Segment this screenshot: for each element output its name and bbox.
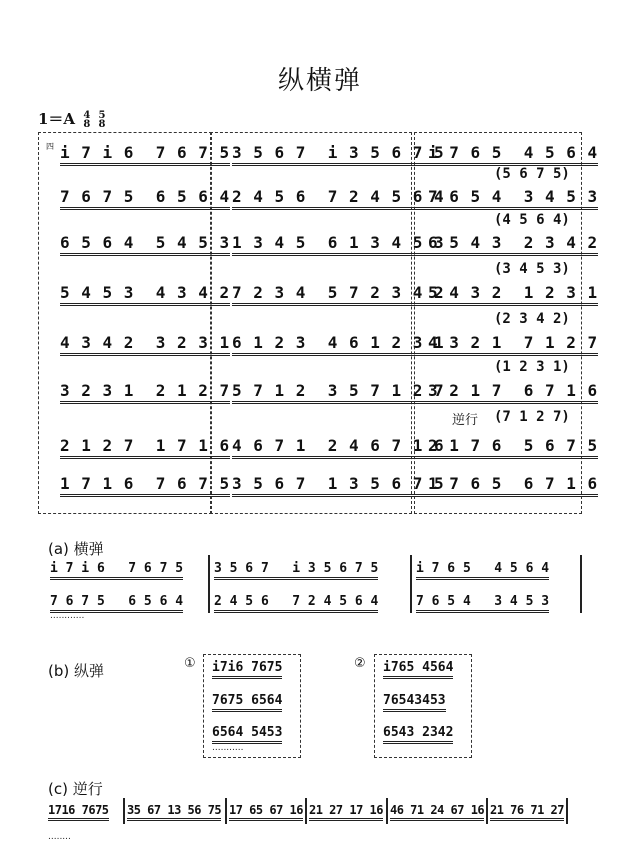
col1-row: 2 1 2 7 1 7 1 6 — [60, 436, 230, 459]
col3-row: 3 2 1 7 6 7 1 6 — [428, 381, 598, 404]
continuation-dots: ........... — [212, 743, 244, 753]
barline — [386, 798, 388, 824]
barline — [123, 798, 125, 824]
key-label: 1＝A — [38, 110, 76, 128]
key-signature — [38, 108, 105, 129]
col2-row: 3 5 6 7 1 3 5 6 7 5 — [232, 474, 445, 497]
page-title: 纵横弹 — [277, 66, 362, 96]
barline — [580, 555, 582, 613]
section-a-measure: i 7 6 5 4 5 6 4 — [416, 561, 549, 580]
col2-row: 6 1 2 3 4 6 1 2 3 1 — [232, 333, 445, 356]
col3-paren: (1 2 3 1) — [494, 359, 570, 375]
col3-paren: (5 6 7 5) — [494, 166, 570, 182]
section-c-label: (c) 逆行 — [48, 780, 103, 798]
barline — [410, 555, 412, 613]
barline — [566, 798, 568, 824]
col3-row: 1 7 6 5 6 7 1 6 — [428, 474, 598, 497]
col3-paren: (2 3 4 2) — [494, 311, 570, 327]
section-a-measure: 2 4 5 6 7 2 4 5 6 4 — [214, 594, 378, 613]
section-c-measure: 21 27 17 16 — [309, 803, 383, 821]
col2-row: 5 7 1 2 3 5 7 1 2 7 — [232, 381, 445, 404]
col2-row: 7 2 3 4 5 7 2 3 4 2 — [232, 283, 445, 306]
section-a-measure: 7 6 5 4 3 4 5 3 — [416, 594, 549, 613]
marker-1: ① — [184, 656, 196, 671]
col3-paren: (7 1 2 7) — [494, 409, 570, 425]
col3-paren: (4 5 6 4) — [494, 212, 570, 228]
section-a-measure: i 7 i 6 7 6 7 5 — [50, 561, 183, 580]
col1-row: 5 4 5 3 4 3 4 2 — [60, 283, 230, 306]
col2-row: 2 4 5 6 7 2 4 5 6 4 — [232, 187, 445, 210]
box2-row: i765 4564 — [383, 660, 453, 679]
col3-row: 6 5 4 3 2 3 4 2 — [428, 233, 598, 256]
col3-paren: (3 4 5 3) — [494, 261, 570, 277]
section-c-measure: 21 76 71 27 — [490, 803, 564, 821]
barline — [305, 798, 307, 824]
barline — [225, 798, 227, 824]
col1-row: 7 6 7 5 6 5 6 4 — [60, 187, 230, 210]
section-a-measure: 7 6 7 5 6 5 6 4 — [50, 594, 183, 613]
box1-row: 7675 6564 — [212, 693, 282, 712]
box2-row: 6543 2342 — [383, 725, 453, 744]
col2-row: 3 5 6 7 i 3 5 6 7 5 — [232, 143, 445, 166]
box2-row: 76543453 — [383, 693, 446, 712]
barline — [486, 798, 488, 824]
col3-row: 4 3 2 1 7 1 2 7 — [428, 333, 598, 356]
section-a-label: (a) 横弹 — [48, 540, 104, 558]
continuation-dots: ........ — [48, 832, 71, 842]
section-c-measure: 17 65 67 16 — [229, 803, 303, 821]
col3-row: 2 1 7 6 5 6 7 5 — [428, 436, 598, 459]
continuation-dots: ............ — [50, 611, 85, 621]
box1-row: 6564 5453 — [212, 725, 282, 744]
barline — [208, 555, 210, 613]
section-b-label: (b) 纵弹 — [48, 662, 104, 680]
section-mark: 四 — [46, 142, 54, 151]
box1-row: i7i6 7675 — [212, 660, 282, 679]
col1-row: 3 2 3 1 2 1 2 7 — [60, 381, 230, 404]
col3-row: 5 4 3 2 1 2 3 1 — [428, 283, 598, 306]
time-signature-1: 4 8 — [83, 110, 91, 130]
time-signature-2: 5 8 — [98, 110, 106, 130]
reverse-label: 逆行 — [452, 413, 479, 428]
col1-row: 4 3 4 2 3 2 3 1 — [60, 333, 230, 356]
col2-row: 1 3 4 5 6 1 3 4 5 3 — [232, 233, 445, 256]
col2-row: 4 6 7 1 2 4 6 7 1 6 — [232, 436, 445, 459]
section-c-measure: 1716 7675 — [48, 803, 109, 821]
col3-row: i 7 6 5 4 5 6 4 — [428, 143, 598, 166]
col1-row: i 7 i 6 7 6 7 5 — [60, 143, 230, 166]
col1-row: 6 5 6 4 5 4 5 3 — [60, 233, 230, 256]
marker-2: ② — [354, 656, 366, 671]
section-c-measure: 35 67 13 56 75 — [127, 803, 221, 821]
section-a-measure: 3 5 6 7 i 3 5 6 7 5 — [214, 561, 378, 580]
col3-row: 7 6 5 4 3 4 5 3 — [428, 187, 598, 210]
section-c-measure: 46 71 24 67 16 — [390, 803, 484, 821]
col1-row: 1 7 1 6 7 6 7 5 — [60, 474, 230, 497]
